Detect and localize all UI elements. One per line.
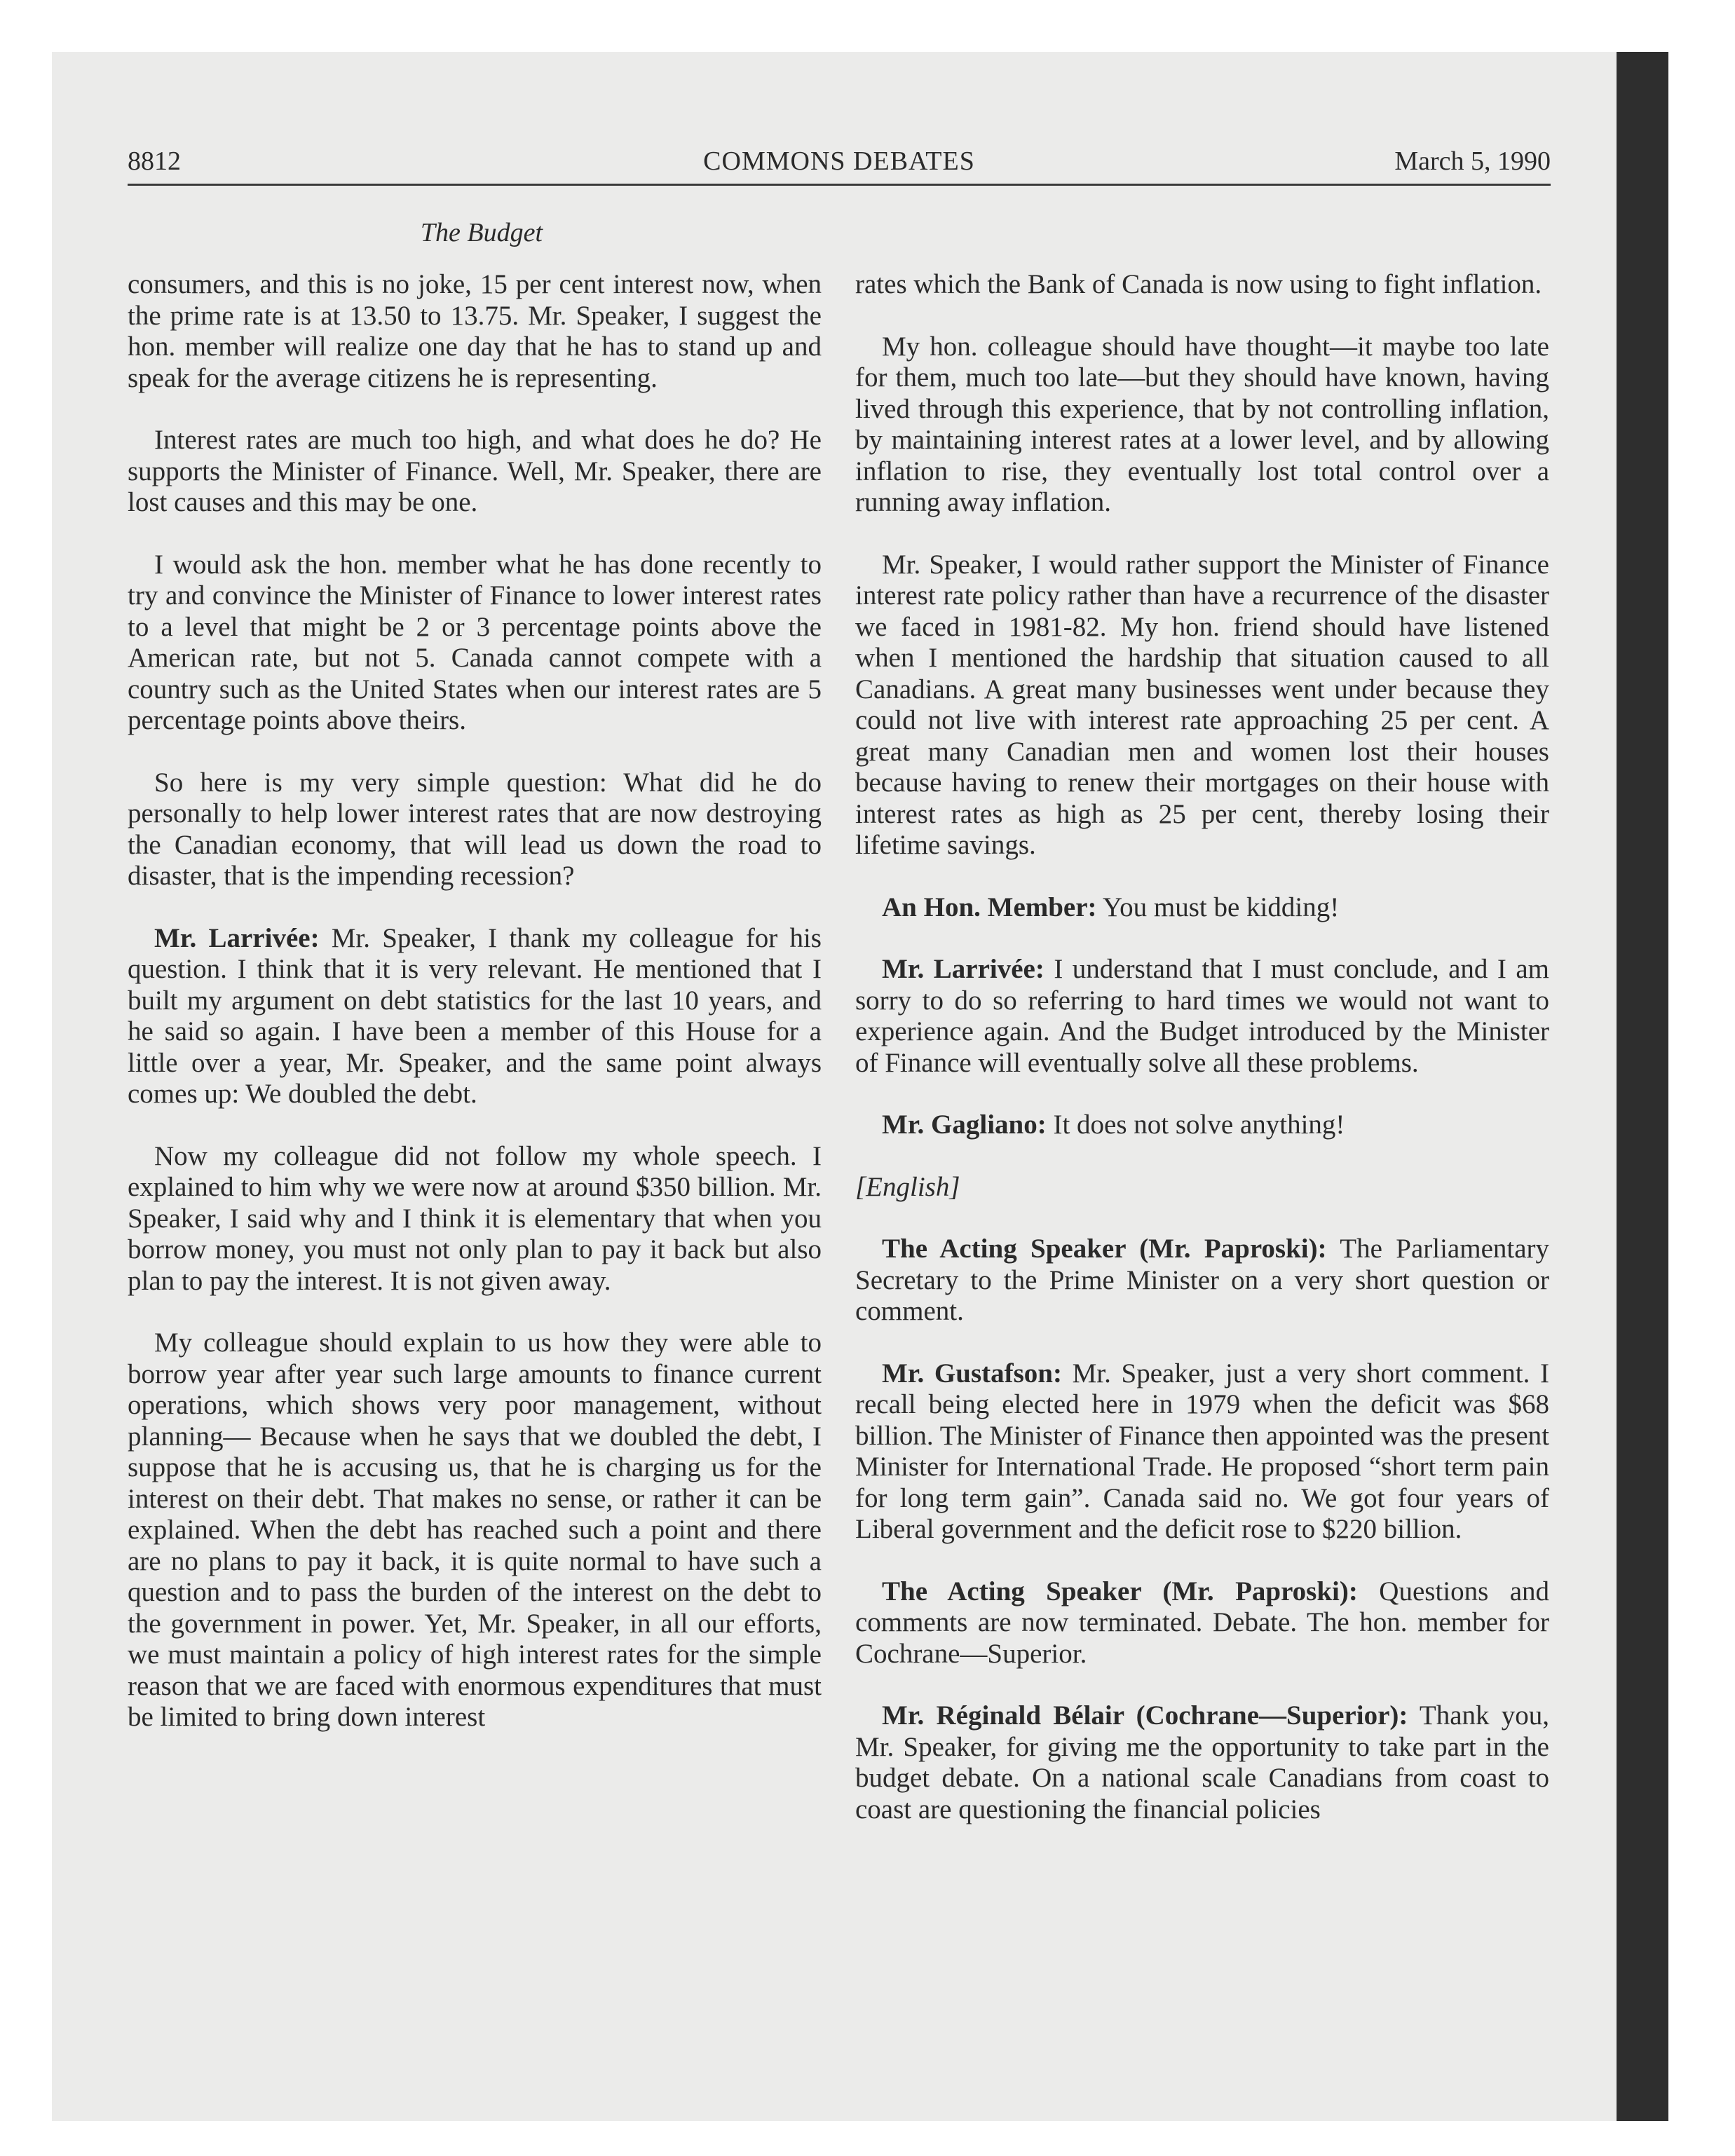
speech-paragraph: [128, 923, 822, 1110]
speech-paragraph: [855, 1110, 1549, 1141]
paragraph-text: It does not solve anything!: [1053, 1110, 1345, 1140]
paragraph: [128, 425, 822, 519]
paragraph-text: The Parliamentary Secretary to the Prime Minister on a very short question or comment.: [855, 1234, 1550, 1326]
paragraph-text: Now my colleague did not follow my whole speech. I explained to him why we were now at around $350 billion. Mr. Speaker, I said why and I think it is elementary that when you borrow money, you must not only plan to pay it back but also plan to pay the interest. It is not given away.: [128, 1140, 822, 1296]
speech-paragraph: [855, 954, 1549, 1079]
page-date: March 5, 1990: [1394, 146, 1551, 176]
paragraph: [855, 550, 1549, 861]
page-header: [128, 140, 1551, 182]
paragraph: [128, 1328, 822, 1733]
paragraph: [128, 550, 822, 737]
speech-paragraph: [855, 1358, 1549, 1546]
paragraph-text: rates which the Bank of Canada is now using to fight inflation.: [855, 269, 1542, 299]
paragraph-text: I understand that I must conclude, and I am sorry to do so referring to hard times we would not want to experience again. And the Budget introduced by the Minister of Finance will eventually solve all these problems.: [855, 954, 1549, 1078]
speech-paragraph: [855, 1576, 1549, 1670]
paragraph: [855, 332, 1549, 519]
speaker-name: The Acting Speaker (Mr. Paproski):: [882, 1576, 1358, 1606]
paragraph-text: consumers, and this is no joke, 15 per cent interest now, when the prime rate is at 13.50 to 13.75. Mr. Speaker, I suggest the hon. member will realize one day that he has to stand up and speak for the average citizens he is representing.: [128, 269, 822, 393]
header-rule: [128, 184, 1551, 186]
paragraph-text: Thank you, Mr. Speaker, for giving me the opportunity to take part in the budget debate. On a national scale Canadians from coast to coast are questioning the financial policies: [855, 1700, 1550, 1824]
speaker-name: An Hon. Member:: [882, 892, 1097, 922]
speaker-name: Mr. Gagliano:: [882, 1110, 1047, 1140]
speaker-name: Mr. Larrivée:: [154, 922, 320, 953]
speech-paragraph: [855, 1700, 1549, 1825]
paragraph-text: Mr. Speaker, I would rather support the Minister of Finance interest rate policy rather than have a recurrence of the disaster we faced in 1981-82. My hon. friend should have listened when I mentioned the hardship that situation caused to all Canadians. A great many businesses went under because they could not live with interest rate approaching 25 per cent. A great many Canadian men and women lost their houses because having to renew their mortgages on their house with interest rates as high as 25 per cent, thereby losing their lifetime savings.: [855, 549, 1549, 860]
left-column: [128, 269, 822, 1764]
section-title: The Budget: [420, 218, 543, 247]
paragraph: [128, 1141, 822, 1297]
language-tag: [855, 1172, 1549, 1203]
speaker-name: Mr. Réginald Bélair (Cochrane—Superior):: [882, 1700, 1408, 1731]
language-tag-text: [English]: [855, 1171, 960, 1202]
paragraph: [128, 269, 822, 394]
paragraph-text: My hon. colleague should have thought—it maybe too late for them, much too late—but they should have known, having lived through this experience, that by not controlling inflation, by maintaining interest rates at a lower level, and by allowing inflation to rise, they eventually lost total control over a running away inflation.: [855, 331, 1549, 517]
page-number: 8812: [128, 146, 181, 176]
paragraph-text: You must be kidding!: [1102, 892, 1340, 922]
right-column: [855, 269, 1549, 1856]
paragraph-text: So here is my very simple question: What did he do personally to help lower interest rates that are now destroying the Canadian economy, that will lead us down the road to disaster, that is the impending recession?: [128, 767, 822, 891]
speaker-name: Mr. Larrivée:: [882, 954, 1045, 984]
speaker-name: Mr. Gustafson:: [882, 1358, 1062, 1389]
paragraph-text: Questions and comments are now terminated. Debate. The hon. member for Cochrane—Superior.: [855, 1576, 1550, 1669]
scan-edge-shadow: [1617, 52, 1668, 2121]
paragraph-text: I would ask the hon. member what he has done recently to try and convince the Minister of Finance to lower interest rates to a level that might be 2 or 3 percentage points above the American rate, but not 5. Canada cannot compete with a country such as the United States when our interest rates are 5 percentage points above theirs.: [128, 549, 822, 735]
paragraph-text: Mr. Speaker, I thank my colleague for his question. I think that it is very relevant. He mentioned that I built my argument on debt statistics for the last 10 years, and he said so again. I have been a member of this House for a little over a year, Mr. Speaker, and the same point always comes up: We doubled the debt.: [128, 922, 822, 1109]
paragraph-text: Interest rates are much too high, and what does he do? He supports the Minister of Finance. Well, Mr. Speaker, there are lost causes and this may be one.: [128, 425, 822, 517]
paragraph: [855, 269, 1549, 301]
speaker-name: The Acting Speaker (Mr. Paproski):: [882, 1234, 1327, 1264]
speech-paragraph: [855, 892, 1549, 924]
paragraph-text: My colleague should explain to us how they were able to borrow year after year such large amounts to finance current operations, which shows very poor management, without planning— Because when he says that we doubled the debt, I suppose that he is accusing us, that he is charging us for the interest on their debt. That makes no sense, or rather it can be explained. When the debt has reached such a point and there are no plans to pay it back, it is quite normal to have such a question and to pass the burden of the interest on the debt to the government in power. Yet, Mr. Speaker, in all our efforts, we must maintain a policy of high interest rates for the simple reason that we are faced with enormous expenditures that must be limited to bring down interest: [128, 1328, 822, 1732]
paragraph-text: Mr. Speaker, just a very short comment. I recall being elected here in 1979 when the deficit was $68 billion. The Minister of Finance then appointed was the present Minister for International Trade. He proposed “short term pain for long term gain”. Canada said no. We got four years of Liberal government and the deficit rose to $220 billion.: [855, 1358, 1549, 1544]
journal-title: COMMONS DEBATES: [703, 146, 975, 176]
paragraph: [128, 767, 822, 892]
speech-paragraph: [855, 1234, 1549, 1328]
